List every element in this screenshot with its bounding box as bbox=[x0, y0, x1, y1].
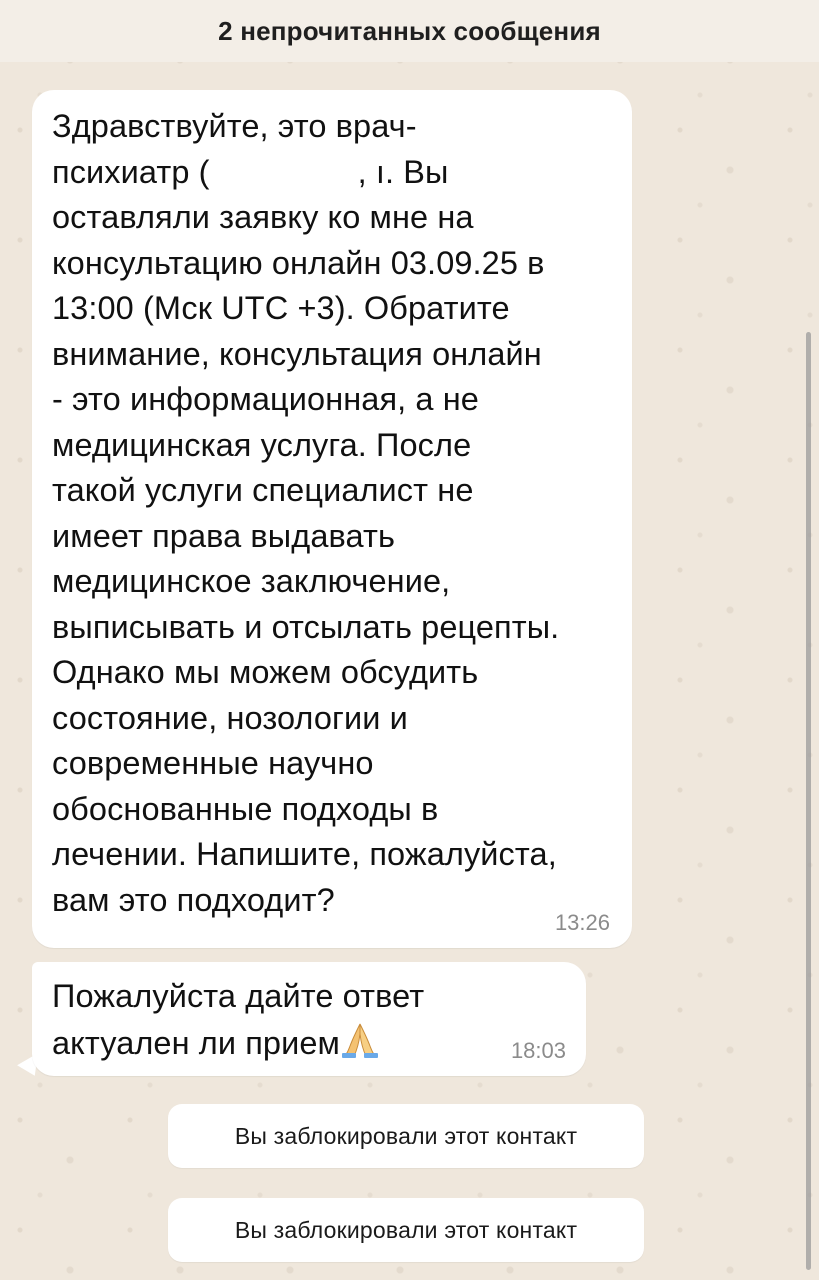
redacted-name bbox=[210, 156, 358, 192]
message-text-part-2: , ı. Вы оставляли заявку ко мне на консультацию онлайн 03.09.25 в 13:00 (Мск UTC +3). Обратите внимание, консультация онлайн - это информационная, а не медицинская услуга. После такой услуги специалист не имеет права выдавать медицинское заключение, выписывать и отсылать рецепты. Однако мы можем обсудить состояние, нозологии и современные научно обоснованные подходы в лечении. Напишите, пожалуйста, вам это подходит? bbox=[52, 153, 560, 918]
incoming-message-bubble[interactable] bbox=[32, 962, 586, 1076]
chat-scrollbar[interactable] bbox=[806, 332, 811, 1270]
message-text bbox=[52, 974, 424, 1066]
blocked-contact-text: Вы заблокировали этот контакт bbox=[234, 1122, 578, 1149]
message-time: 13:26 bbox=[554, 910, 610, 935]
blocked-contact-notice bbox=[168, 1198, 644, 1262]
message-time: 18:03 bbox=[510, 1038, 566, 1063]
blocked-contact-notice bbox=[168, 1104, 644, 1168]
unread-messages-label: 2 непрочитанных сообщения bbox=[218, 15, 601, 46]
blocked-contact-text: Вы заблокировали этот контакт bbox=[234, 1216, 578, 1243]
pray-icon bbox=[340, 1020, 380, 1060]
incoming-message-bubble[interactable] bbox=[32, 90, 632, 948]
message-text-body: Пожалуйста дайте ответ актуален ли прием bbox=[52, 978, 425, 1061]
message-text-part-1: Здравствуйте, это врач- психиатр ( bbox=[52, 108, 417, 190]
message-text bbox=[52, 104, 559, 923]
unread-messages-banner bbox=[0, 0, 819, 62]
